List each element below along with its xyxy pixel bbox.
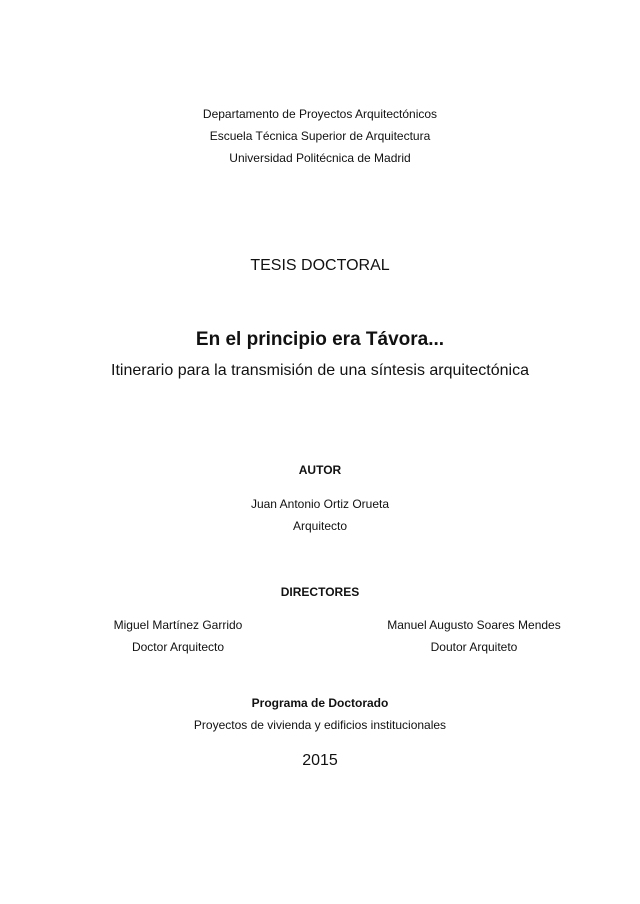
author-heading: AUTOR [298,463,342,477]
department-name: Departamento de Proyectos Arquitectónicos [202,107,438,121]
director-name: Miguel Martínez Garrido [113,618,243,632]
thesis-subtitle: Itinerario para la transmisión de una síntesis arquitectónica [111,362,529,379]
program-heading: Programa de Doctorado [251,696,389,710]
director-name: Manuel Augusto Soares Mendes [387,618,561,632]
director-role: Doutor Arquiteto [430,640,518,654]
director-role: Doctor Arquitecto [131,640,225,654]
document-type: TESIS DOCTORAL [250,257,390,274]
directors-heading: DIRECTORES [280,585,360,599]
school-name: Escuela Técnica Superior de Arquitectura [209,129,431,143]
university-name: Universidad Politécnica de Madrid [229,151,411,165]
year: 2015 [302,752,338,769]
thesis-title: En el principio era Távora... [195,329,445,350]
author-name: Juan Antonio Ortiz Orueta [250,497,390,511]
program-name: Proyectos de vivienda y edificios institucionales [193,718,447,732]
author-role: Arquitecto [292,519,348,533]
